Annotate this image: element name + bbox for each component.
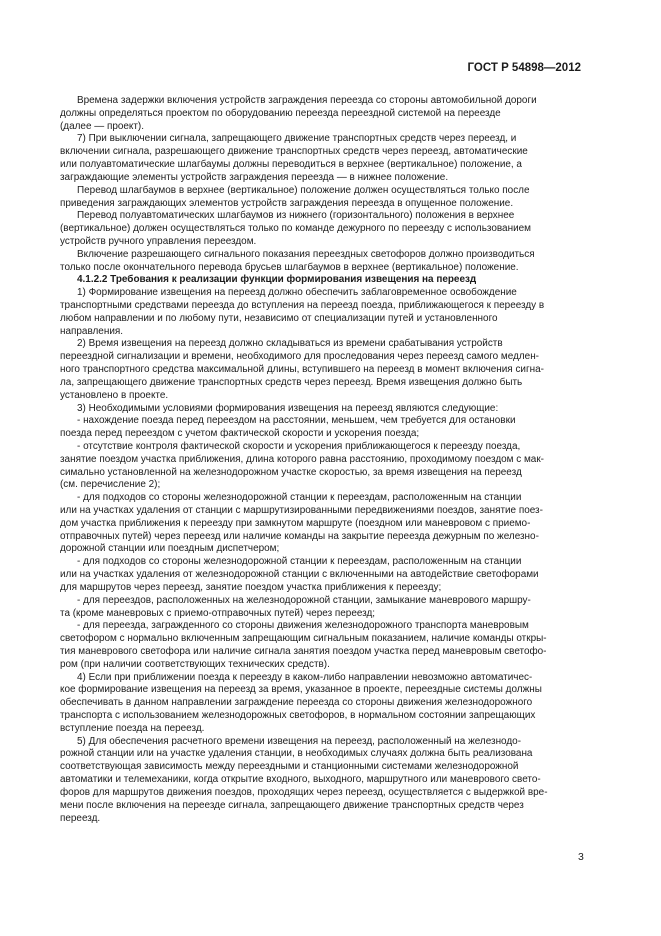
document-body (60, 95, 581, 825)
text-line: любом направлении и по любому пути, независимо от специализации путей и установленного (60, 312, 498, 324)
text-line: 1) Формирование извещения на переезд должно обеспечить заблаговременное освобождение (77, 287, 517, 299)
list-item: - для подходов со стороны железнодорожной станции к переездам, расположенным на станции (77, 492, 522, 504)
text-line: должны определяться проектом по оборудованию переезда переездной системой на переезде (60, 107, 501, 119)
text-line: переездной сигнализации и времени, необходимого для проследования через переезд самого медлен- (60, 351, 539, 363)
text-line: переезд. (60, 812, 101, 824)
text-line: приведения заграждающих элементов устройств заграждения переезда в опущенное положение. (60, 197, 514, 209)
text-line: (см. перечисление 2); (60, 479, 161, 491)
text-line: соответствующая зависимость между переездными и станционными системами железнодорожной (60, 761, 519, 773)
section-heading: 4.1.2.2 Требования к реализации функции формирования извещения на переезд (77, 274, 477, 286)
text-line: та (кроме маневровых с приемо-отправочных путей) через переезд; (60, 607, 376, 619)
text-line: отправочных путей) через переезд или наличие команды на закрытие переезда дежурным по железно- (60, 530, 539, 542)
text-line: ного транспортного средства максимальной длины, вступившего на переезд в момент включения сигна- (60, 364, 544, 376)
text-line: обеспечивать в данном направлении заграждение переезда со стороны движения железнодорожного (60, 697, 533, 709)
text-line: дорожной станции или поездным диспетчером; (60, 543, 280, 555)
text-line: Времена задержки включения устройств заграждения переезда со стороны автомобильной дороги (77, 95, 537, 106)
list-item: - отсутствие контроля фактической скорости и ускорения приближающегося к переезду поезда, (77, 440, 521, 452)
text-line: включении сигнала, разрешающего движение транспортных средств через переезд, автоматические (60, 146, 528, 158)
list-item: - для переездов, расположенных на железнодорожной станции, замыкание маневрового маршру- (77, 594, 531, 606)
text-line: (вертикальное) должен осуществляться только по команде дежурного по переезду с использованием (60, 223, 531, 235)
text-line: тия маневрового светофора или наличие сигнала занятия поездом участка перед маневровым светофо- (60, 645, 547, 657)
list-item: - нахождение поезда перед переездом на расстоянии, меньшем, чем требуется для остановки (77, 415, 516, 427)
text-line: 4) Если при приближении поезда к переезду в каком-либо направлении невозможно автоматичес- (77, 671, 533, 683)
text-line: занятие поездом участка приближения, длина которого равна расстоянию, проходимому поездом с мак- (60, 453, 544, 465)
text-line: симально установленной на железнодорожном участке скоростью, за время извещения на переезд (60, 466, 522, 478)
text-line: 3) Необходимыми условиями формирования извещения на переезд являются следующие: (77, 402, 499, 414)
text-line: вступление поезда на переезд. (60, 722, 205, 734)
text-line: заграждающие элементы устройств заграждения переезда — в нижнее положение. (60, 171, 449, 183)
text-line: рожной станции или на участке удаления станции, в необходимых случаях должна быть реализована (60, 748, 533, 760)
text-line: или полуавтоматические шлагбаумы должны переводиться в верхнее (вертикальное) положение, а (60, 159, 522, 171)
text-line: Включение разрешающего сигнального показания переездных светофоров должно производиться (77, 248, 535, 260)
text-line: или на участках удаления от железнодорожной станции с включенными на автодействие светофорами (60, 569, 539, 581)
text-line: установлено в проекте. (60, 389, 169, 401)
text-line: направления. (60, 325, 124, 337)
text-line: только после окончательного перевода брусьев шлагбаумов в верхнее (вертикальное) положение. (60, 261, 519, 273)
text-line: (далее — проект). (60, 120, 144, 132)
document-number: ГОСТ Р 54898—2012 (467, 62, 581, 74)
text-line: Перевод шлагбаумов в верхнее (вертикальное) положение должен осуществляться только после (77, 184, 530, 196)
page-number: 3 (578, 851, 584, 863)
text-line: Перевод полуавтоматических шлагбаумов из нижнего (горизонтального) положения в верхнее (77, 210, 515, 222)
text-line: для маршрутов через переезд, занятие поездом участка приближения к переезду; (60, 581, 442, 593)
text-line: 7) При выключении сигнала, запрещающего движение транспортных средств через переезд, и (77, 133, 517, 145)
text-line: или на участках удаления от станции с маршрутизированными передвижениями поездов, занятие поез- (60, 505, 543, 516)
text-line: светофором с нормально включенным запрещающим сигнальным показанием, наличие команды откры- (60, 633, 547, 645)
text-line: кое формирование извещения на переезд за время, указанное в проекте, переездные системы должны (60, 684, 542, 696)
page-header (0, 60, 661, 76)
text-line: ром (при наличии соответствующих технических средств). (60, 658, 330, 670)
text-line: 5) Для обеспечения расчетного времени извещения на переезд, расположенный на железнодо- (77, 735, 522, 747)
text-line: транспорта с использованием железнодорожных светофоров, в нормальном состоянии запрещающих (60, 710, 536, 721)
text-line: транспортными средствами переезда до вступления на переезд поезда, приближающегося к переезду в (60, 300, 545, 311)
list-item: - для подходов со стороны железнодорожной станции к переездам, расположенным на станции (77, 556, 522, 568)
text-line: 2) Время извещения на переезд должно складываться из времени срабатывания устройств (77, 338, 503, 350)
list-item: - для переезда, загражденного со стороны движения железнодорожного транспорта маневровым (77, 620, 529, 632)
text-line: устройств ручного управления переездом. (60, 235, 257, 247)
text-line: автоматики и телемеханики, когда открытие входного, выходного, маршрутного или маневрового свето- (60, 774, 541, 786)
text-line: форов для маршрутов движения поездов, проходящих через переезд, осуществляется с выдержкой вре- (60, 786, 548, 798)
text-line: мени после включения на переезде сигнала, запрещающего движение транспортных средств через (60, 799, 524, 811)
text-line: ла, запрещающего движение транспортных средств через переезд. Время извещения должно быть (60, 376, 523, 388)
text-line: дом участка приближения к переезду при замкнутом маршруте (поездном или маневровом с приемо- (60, 517, 531, 529)
text-line: поезда перед переездом с учетом фактической скорости и ускорения поезда; (60, 428, 420, 440)
